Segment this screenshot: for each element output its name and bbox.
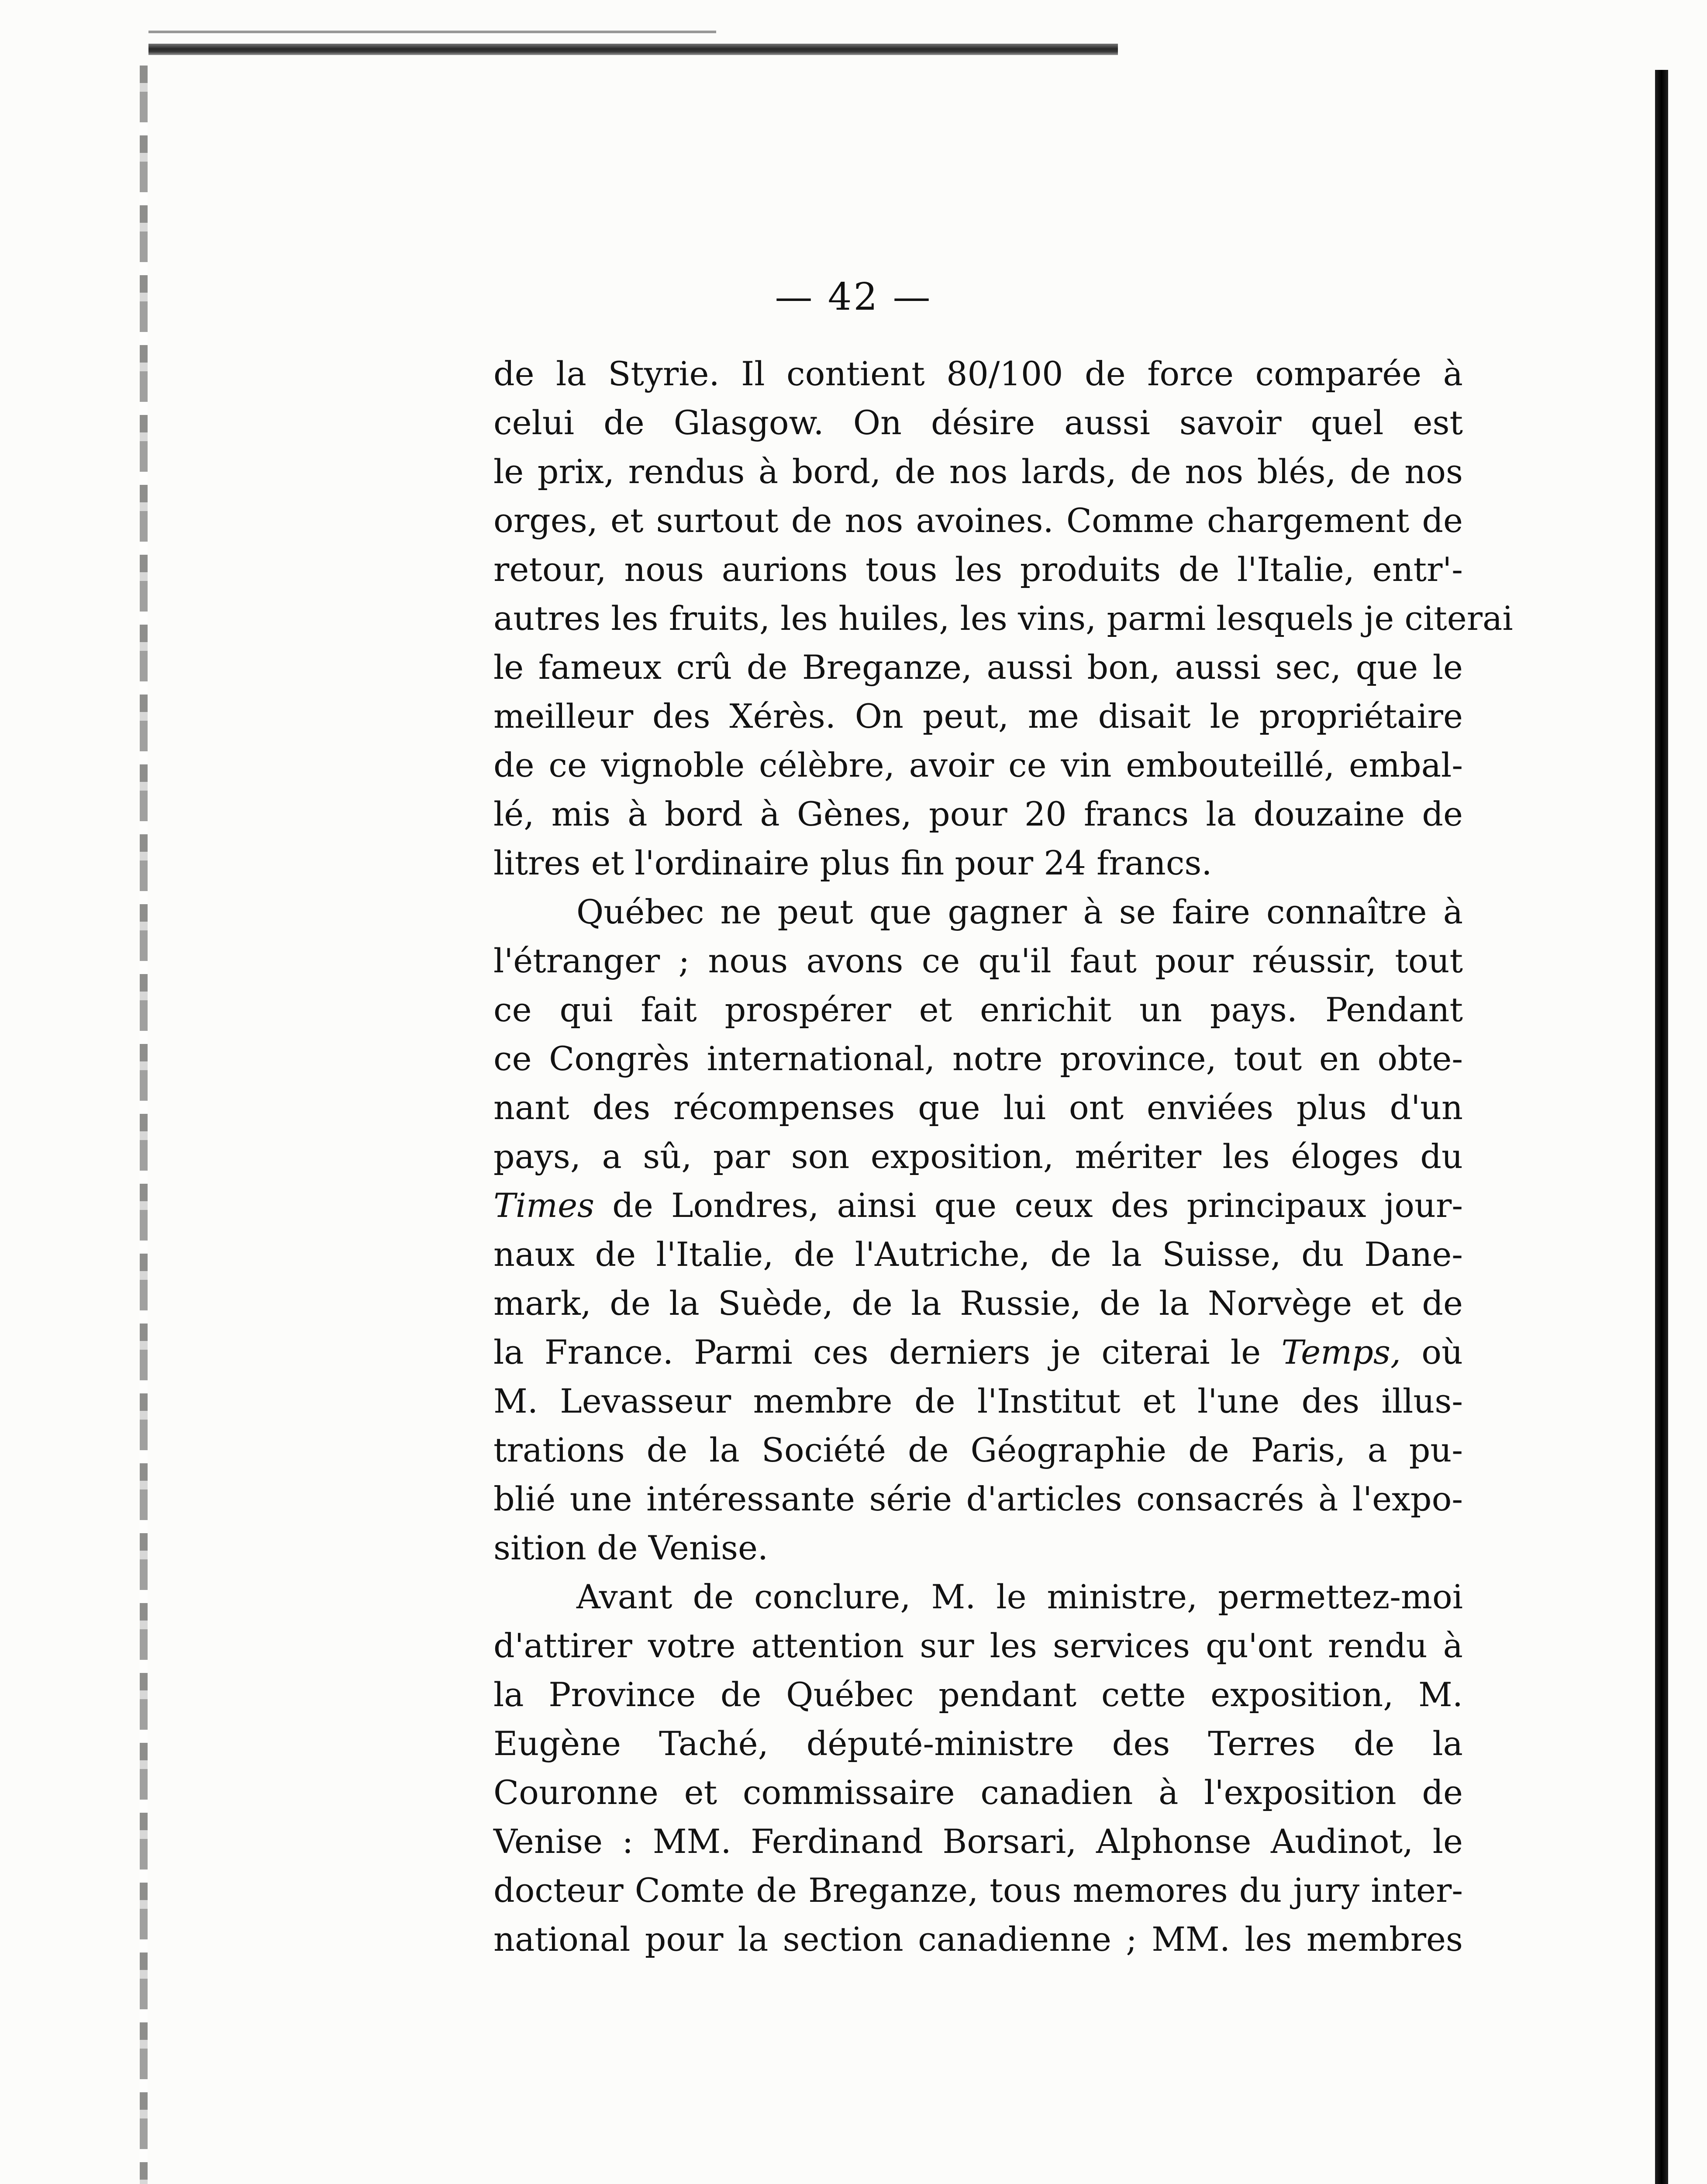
text-line: mark, de la Suède, de la Russie, de la Norvège et de bbox=[493, 1284, 1463, 1323]
text-line: naux de l'Italie, de l'Autriche, de la Suisse, du Dane- bbox=[493, 1235, 1463, 1274]
temps-title-italic: Temps, bbox=[1281, 1333, 1401, 1372]
text-line-times bbox=[493, 1181, 1463, 1230]
times-line-rest: de Londres, ainsi que ceux des principaux jour- bbox=[594, 1186, 1463, 1225]
paragraph-3 bbox=[493, 1572, 1463, 1964]
text-line: le prix, rendus à bord, de nos lards, de nos blés, de nos bbox=[493, 452, 1463, 491]
text-line: M. Levasseur membre de l'Institut et l'une des illus- bbox=[493, 1382, 1463, 1420]
text-line: Québec ne peut que gagner à se faire connaître à bbox=[576, 892, 1463, 931]
text-line: ce Congrès international, notre province, tout en obte- bbox=[493, 1039, 1463, 1078]
scan-artifact-right-edge bbox=[1655, 70, 1668, 2184]
page-number: — 42 — bbox=[775, 275, 932, 319]
text-line: trations de la Société de Géographie de Paris, a pu- bbox=[493, 1431, 1463, 1469]
text-line: autres les fruits, les huiles, les vins, parmi lesquels je citerai bbox=[493, 599, 1513, 638]
text-line: Eugène Taché, député-ministre des Terres de la bbox=[493, 1724, 1463, 1763]
text-line: meilleur des Xérès. On peut, me disait le propriétaire bbox=[493, 697, 1463, 736]
text-line: pays, a sû, par son exposition, mériter les éloges du bbox=[493, 1137, 1463, 1176]
text-line: ce qui fait prospérer et enrichit un pays. Pendant bbox=[493, 990, 1463, 1029]
text-line: de ce vignoble célèbre, avoir ce vin embouteillé, embal- bbox=[493, 746, 1463, 784]
text-line: docteur Comte de Breganze, tous memores du jury inter- bbox=[493, 1871, 1463, 1910]
temps-line-before: la France. Parmi ces derniers je citerai le bbox=[493, 1333, 1282, 1372]
text-line: orges, et surtout de nos avoines. Comme chargement de bbox=[493, 501, 1463, 540]
text-line: de la Styrie. Il contient 80/100 de force comparée à bbox=[493, 354, 1463, 393]
text-line: d'attirer votre attention sur les services qu'ont rendu à bbox=[493, 1626, 1463, 1665]
text-line-temps bbox=[493, 1328, 1463, 1377]
paragraph-2 bbox=[493, 888, 1463, 1572]
scan-artifact-top-thin-rule bbox=[148, 31, 716, 33]
body-text bbox=[493, 349, 1513, 1964]
text-line: national pour la section canadienne ; MM. les membres bbox=[493, 1920, 1463, 1959]
text-line: litres et l'ordinaire plus fin pour 24 francs. bbox=[493, 843, 1212, 882]
text-line: la Province de Québec pendant cette exposition, M. bbox=[493, 1675, 1463, 1714]
scan-artifact-top-rule bbox=[148, 44, 1118, 55]
text-line: l'étranger ; nous avons ce qu'il faut pour réussir, tout bbox=[493, 941, 1463, 980]
temps-line-after: où bbox=[1401, 1333, 1463, 1372]
text-line: le fameux crû de Breganze, aussi bon, aussi sec, que le bbox=[493, 648, 1463, 687]
text-line: blié une intéressante série d'articles consacrés à l'expo- bbox=[493, 1479, 1463, 1518]
scan-artifact-left-edge bbox=[140, 66, 148, 2184]
text-line: retour, nous aurions tous les produits de l'Italie, entr'- bbox=[493, 550, 1463, 589]
times-title-italic: Times bbox=[493, 1186, 595, 1225]
text-line: celui de Glasgow. On désire aussi savoir quel est bbox=[493, 403, 1463, 442]
text-line: Avant de conclure, M. le ministre, permettez-moi bbox=[576, 1577, 1463, 1616]
text-line: nant des récompenses que lui ont enviées plus d'un bbox=[493, 1088, 1463, 1127]
text-line: sition de Venise. bbox=[493, 1528, 769, 1567]
text-line: lé, mis à bord à Gènes, pour 20 francs la douzaine de bbox=[493, 795, 1463, 833]
text-line: Couronne et commissaire canadien à l'exposition de bbox=[493, 1773, 1463, 1812]
paragraph-1 bbox=[493, 349, 1513, 888]
text-line: Venise : MM. Ferdinand Borsari, Alphonse Audinot, le bbox=[493, 1822, 1463, 1861]
